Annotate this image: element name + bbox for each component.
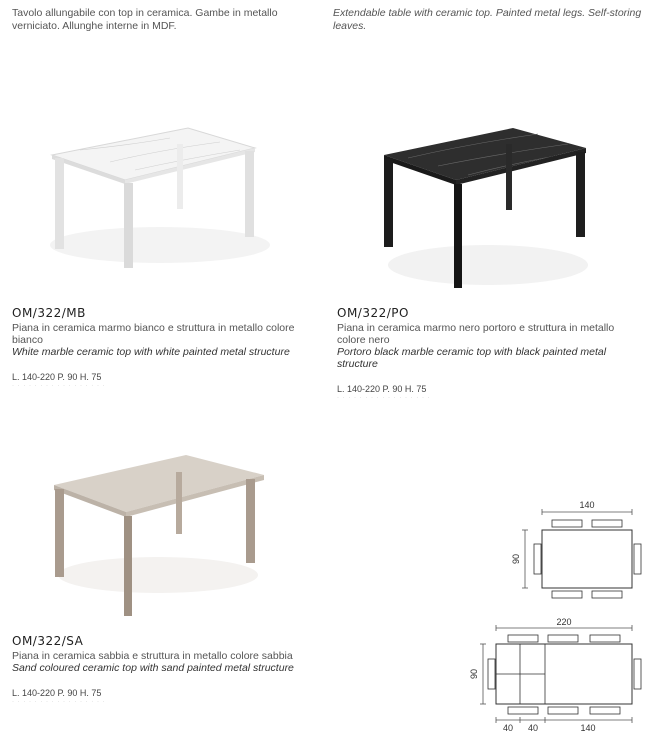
dimensions: L. 140-220 P. 90 H. 75 [12, 688, 102, 698]
faded-text-line: · · · · · · · · · · · · · · · · · [337, 395, 431, 401]
product-black [337, 306, 637, 401]
white-table-image [40, 120, 280, 270]
leaf1-label: 40 [502, 723, 514, 733]
faded-text-line: · · · · · · · · · · · · · · · · · [12, 383, 106, 389]
base-label: 140 [580, 723, 596, 733]
sand-table-image [48, 450, 273, 620]
closed-width-label: 140 [579, 500, 595, 510]
description-italian: Piana in ceramica marmo bianco e struttura in metallo colore bianco [12, 322, 295, 346]
intro-english: Extendable table with ceramic top. Painted metal legs. Self-storing leaves. [333, 7, 642, 32]
description-english: Sand coloured ceramic top with sand painted metal structure [12, 662, 294, 674]
faded-text-line: · · · · · · · · · · · · · · · · · [12, 699, 106, 705]
product-sand [12, 634, 312, 705]
extended-table-diagram [470, 616, 650, 741]
description-italian: Piana in ceramica sabbia e struttura in metallo colore sabbia [12, 650, 293, 662]
product-code: OM/322/PO [337, 306, 409, 320]
open-depth-label: 90 [470, 668, 479, 680]
leaf2-label: 40 [527, 723, 539, 733]
black-table-image [378, 120, 598, 295]
product-code: OM/322/SA [12, 634, 84, 648]
description-italian: Piana in ceramica marmo nero portoro e struttura in metallo colore nero [337, 322, 615, 346]
dimensions: L. 140-220 P. 90 H. 75 [337, 384, 427, 394]
open-width-label: 220 [556, 617, 572, 627]
description-english: Portoro black marble ceramic top with black painted metal structure [337, 346, 607, 370]
intro-italian: Tavolo allungabile con top in ceramica. Gambe in metallo verniciato. Allunghe interne in MDF. [12, 7, 278, 32]
product-code: OM/322/MB [12, 306, 86, 320]
closed-depth-label: 90 [511, 553, 521, 565]
product-white [12, 306, 312, 389]
dimensions: L. 140-220 P. 90 H. 75 [12, 372, 102, 382]
closed-table-diagram [510, 498, 660, 607]
description-english: White marble ceramic top with white painted metal structure [12, 346, 290, 358]
